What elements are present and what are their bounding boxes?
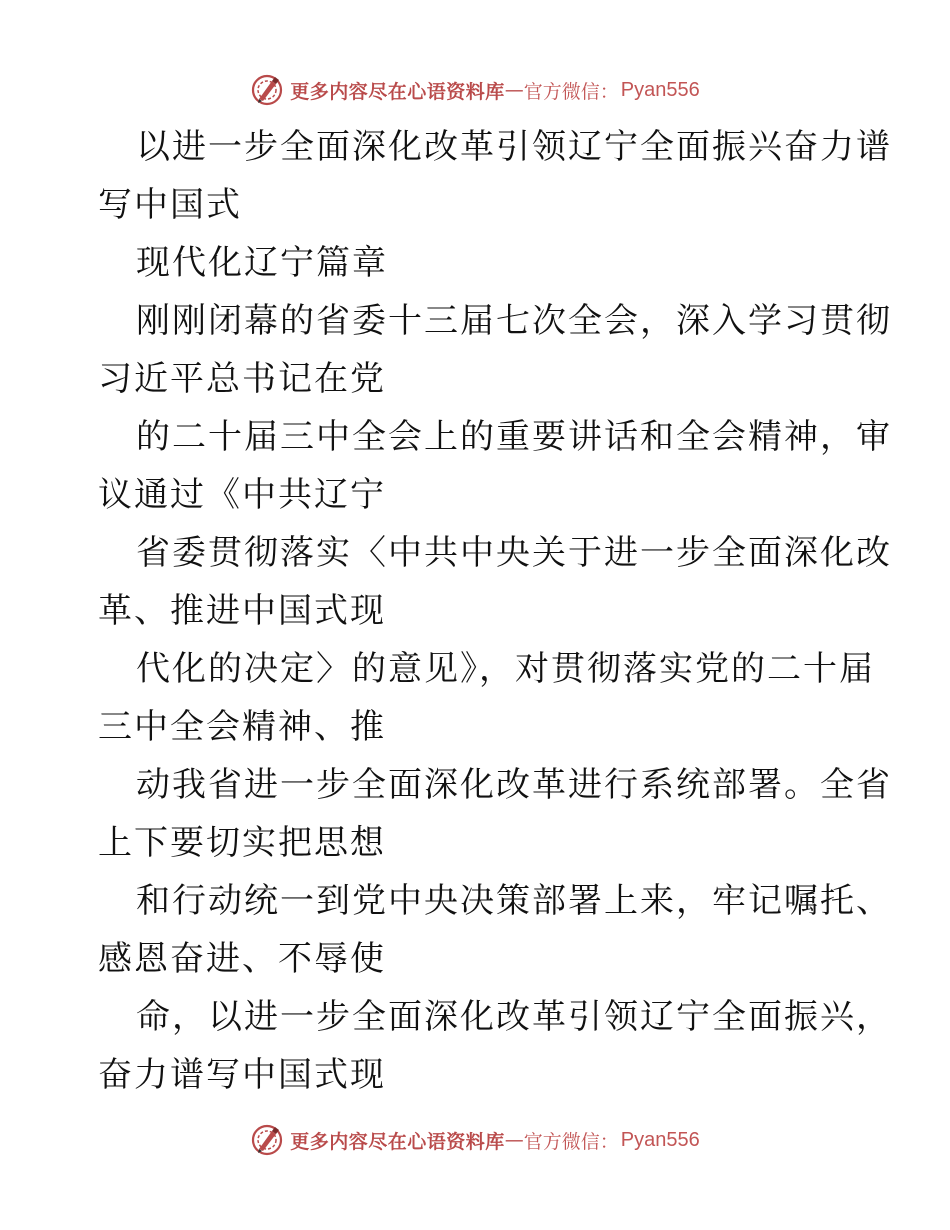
paragraph-line: 革、推进中国式现: [98, 591, 386, 631]
banner-wechat-id: Pyan556: [620, 1128, 700, 1151]
title-line-1: 以进一步全面深化改革引领辽宁全面振兴奋力谱: [136, 127, 892, 167]
banner-separator: —: [504, 79, 524, 101]
paragraph-line: 代化的决定〉的意见》，对贯彻落实党的二十届: [136, 649, 875, 689]
paragraph-line: 动我省进一步全面深化改革进行系统部署。全省: [136, 765, 892, 805]
paragraph-line: 议通过《中共辽宁: [98, 475, 386, 515]
document-body: [98, 118, 892, 1104]
paragraph-line: 命，以进一步全面深化改革引领辽宁全面振兴，: [136, 997, 892, 1037]
title-line-3: 现代化辽宁篇章: [136, 243, 388, 283]
paragraph-line: 和行动统一到党中央决策部署上来，牢记嘱托、: [136, 881, 892, 921]
banner-wechat-label: 官方微信：: [523, 80, 619, 103]
paragraph-line: 感恩奋进、不辱使: [98, 939, 386, 979]
paragraph-line: 习近平总书记在党: [98, 359, 386, 399]
banner-wechat-id: Pyan556: [620, 78, 700, 101]
paragraph-line: 上下要切实把思想: [98, 823, 386, 863]
banner-title: 更多内容尽在心语资料库: [290, 80, 505, 103]
footer-banner: [0, 1118, 950, 1162]
pen-logo-icon: [250, 1123, 284, 1157]
paragraph-line: 三中全会精神、推: [98, 707, 386, 747]
banner-wechat-label: 官方微信：: [523, 1130, 619, 1153]
banner-separator: —: [504, 1129, 524, 1151]
paragraph-line: 奋力谱写中国式现: [98, 1055, 386, 1095]
title-line-2: 写中国式: [98, 185, 242, 225]
paragraph-line: 省委贯彻落实〈中共中央关于进一步全面深化改: [136, 533, 892, 573]
pen-logo-icon: [250, 73, 284, 107]
banner-title: 更多内容尽在心语资料库: [290, 1130, 505, 1153]
paragraph-line: 的二十届三中全会上的重要讲话和全会精神，审: [136, 417, 892, 457]
header-banner: [0, 68, 950, 112]
paragraph-line: 刚刚闭幕的省委十三届七次全会，深入学习贯彻: [136, 301, 892, 341]
